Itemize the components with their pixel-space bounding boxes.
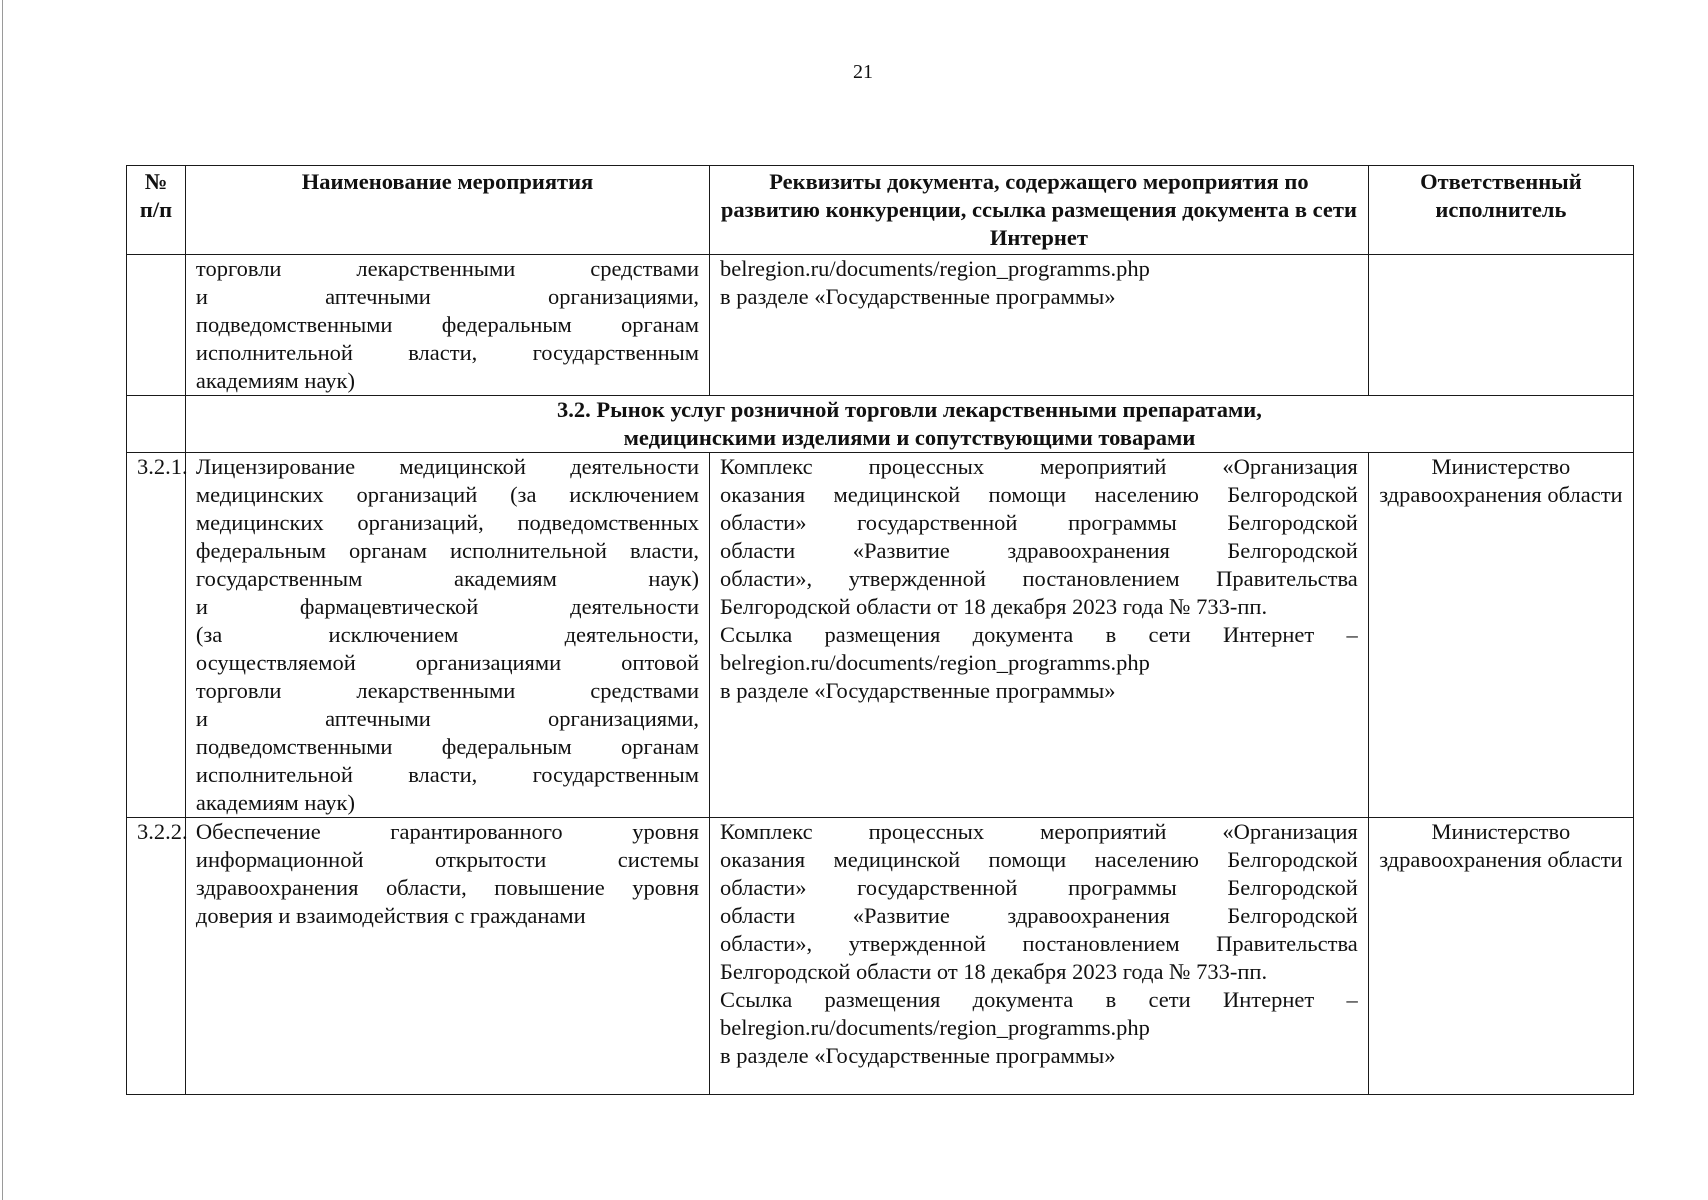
text-line: торговли лекарственными средствами — [195, 256, 699, 281]
document-link-text: belregion.ru/documents/region_programms.php — [720, 1015, 1150, 1040]
table-row — [127, 818, 1634, 1095]
header-name: Наименование мероприятия — [185, 166, 709, 255]
row-number: 3.2.1. — [127, 453, 186, 818]
header-responsible: Ответственный исполнитель — [1368, 166, 1633, 255]
text-line: подведомственными федеральным органам — [195, 312, 699, 337]
row-number — [127, 255, 186, 396]
row-name — [185, 255, 709, 396]
row-requisites — [710, 453, 1369, 818]
measures-table — [126, 165, 1634, 1095]
text-line: подведомственными федеральным органам — [195, 734, 699, 759]
text-line: области «Развитие здравоохранения Белгородской — [720, 538, 1358, 563]
text-line: оказания медицинской помощи населению Белгородской — [720, 847, 1358, 872]
text-line: доверия и взаимодействия с гражданами — [195, 903, 586, 928]
text-line: Ссылка размещения документа в сети Интернет – — [720, 987, 1358, 1012]
row-responsible — [1368, 255, 1633, 396]
row-number — [127, 396, 186, 453]
text-line: области», утвержденной постановлением Правительства — [720, 931, 1358, 956]
row-requisites — [710, 255, 1369, 396]
text-line: в разделе «Государственные программы» — [720, 284, 1116, 309]
text-line: Комплекс процессных мероприятий «Организация — [720, 819, 1358, 844]
row-responsible: Министерство здравоохранения области — [1368, 818, 1633, 1095]
text-line: исполнительной власти, государственным — [195, 340, 699, 365]
section-row — [127, 396, 1634, 453]
text-line: осуществляемой организациями оптовой — [195, 650, 699, 675]
row-name — [185, 818, 709, 1095]
text-line: области «Развитие здравоохранения Белгородской — [720, 903, 1358, 928]
table-row — [127, 255, 1634, 396]
section-title-line: 3.2. Рынок услуг розничной торговли лекарственными препаратами, — [557, 397, 1262, 422]
text-line: Комплекс процессных мероприятий «Организация — [720, 454, 1358, 479]
scan-edge-line — [2, 0, 3, 1200]
section-title-line: медицинскими изделиями и сопутствующими товарами — [623, 425, 1196, 450]
text-line: и фармацевтической деятельности — [195, 594, 699, 619]
text-line: в разделе «Государственные программы» — [720, 1043, 1116, 1068]
text-line: Белгородской области от 18 декабря 2023 года № 733-пп. — [720, 594, 1268, 619]
text-line: belregion.ru/documents/region_programms.php — [720, 256, 1150, 281]
text-line: в разделе «Государственные программы» — [720, 678, 1116, 703]
text-line: академиям наук) — [195, 790, 355, 815]
text-line: Обеспечение гарантированного уровня — [195, 819, 699, 844]
text-line: области», утвержденной постановлением Правительства — [720, 566, 1358, 591]
text-line: Ссылка размещения документа в сети Интернет – — [720, 622, 1358, 647]
text-line: здравоохранения области, повышение уровня — [195, 875, 699, 900]
text-line: федеральным органам исполнительной власти, — [195, 538, 699, 563]
page-number: 21 — [853, 61, 873, 83]
text-line: области» государственной программы Белгородской — [720, 875, 1358, 900]
header-num: № п/п — [127, 166, 186, 255]
header-requisites: Реквизиты документа, содержащего мероприятия по развитию конкуренции, ссылка размещения документа в сети Интернет — [710, 166, 1369, 255]
table-row — [127, 453, 1634, 818]
text-line: информационной открытости системы — [195, 847, 699, 872]
document-link-text: belregion.ru/documents/region_programms.php — [720, 650, 1150, 675]
text-line: и аптечными организациями, — [195, 706, 699, 731]
row-responsible: Министерство здравоохранения области — [1368, 453, 1633, 818]
text-line: области» государственной программы Белгородской — [720, 510, 1358, 535]
text-line: медицинских организаций (за исключением — [195, 482, 699, 507]
text-line: (за исключением деятельности, — [195, 622, 699, 647]
text-line: оказания медицинской помощи населению Белгородской — [720, 482, 1358, 507]
text-line: исполнительной власти, государственным — [195, 762, 699, 787]
text-line: медицинских организаций, подведомственных — [195, 510, 699, 535]
row-name — [185, 453, 709, 818]
table-header-row — [127, 166, 1634, 255]
row-number: 3.2.2. — [127, 818, 186, 1095]
text-line: Белгородской области от 18 декабря 2023 года № 733-пп. — [720, 959, 1268, 984]
text-line: академиям наук) — [195, 368, 355, 393]
text-line: и аптечными организациями, — [195, 284, 699, 309]
text-line: торговли лекарственными средствами — [195, 678, 699, 703]
text-line: государственным академиям наук) — [195, 566, 699, 591]
text-line: Лицензирование медицинской деятельности — [195, 454, 699, 479]
section-title — [185, 396, 1633, 453]
row-requisites — [710, 818, 1369, 1095]
